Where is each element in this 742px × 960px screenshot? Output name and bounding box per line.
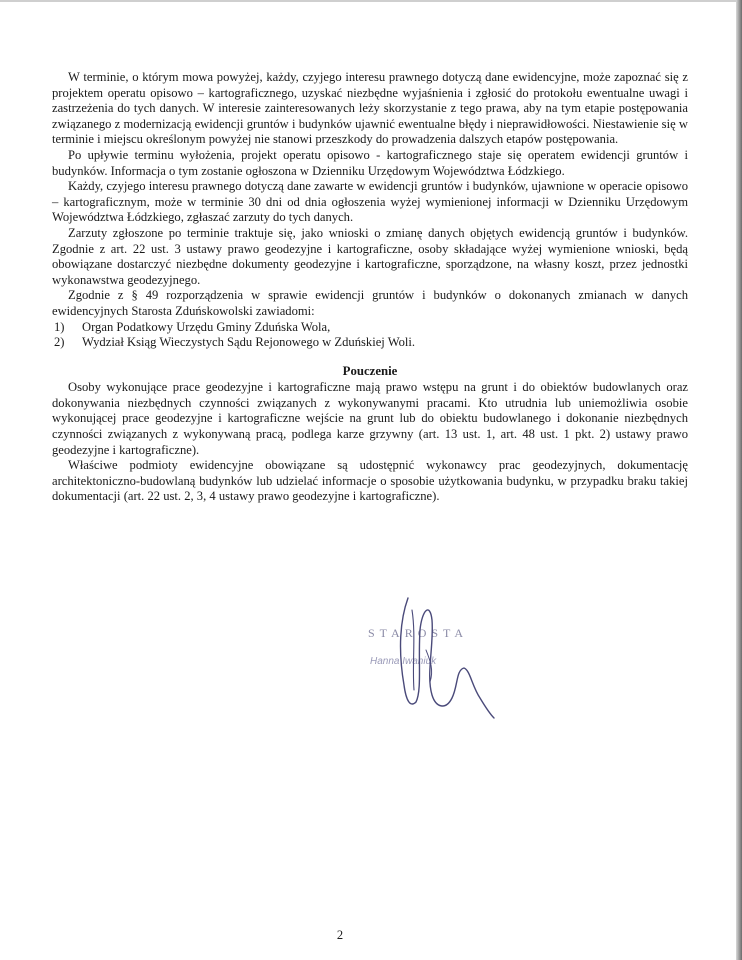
notified-bodies-list	[52, 320, 688, 351]
paragraph-notification: Zgodnie z § 49 rozporządzenia w sprawie ewidencji gruntów i budynków o dokonanych zmianach w danych ewidencyjnych Starosta Zduńskowolski zawiadomi:	[52, 288, 688, 318]
document-page	[52, 70, 688, 505]
list-item-text: Organ Podatkowy Urzędu Gminy Zduńska Wola,	[82, 319, 331, 334]
handwritten-signature	[360, 590, 510, 730]
list-item	[52, 320, 688, 336]
paragraph-objections: Każdy, czyjego interesu prawnego dotyczą dane zawarte w ewidencji gruntów i budynków, ujawnione w operacie opisowo – kartograficznym, może w terminie 30 dni od dnia ogłoszenia wyżej wymienionej informacji w Dzienniku Urzędowym Województwa Łódzkiego, zgłaszać zarzuty do tych danych.	[52, 179, 688, 225]
list-item-text: Wydział Ksiąg Wieczystych Sądu Rejonowego w Zduńskiej Woli.	[82, 335, 416, 350]
stamp-title: STAROSTA	[368, 626, 469, 640]
paragraph-documentation: Właściwe podmioty ewidencyjne obowiązane są udostępnić wykonawcy prac geodezyjnych, dokumentację architektoniczno-budowlaną budynków lub udzielać informacje o sposobie użytkowania budynku, w przypadku braku takiej dokumentacji (art. 22 ust. 2, 3, 4 ustawy prawo geodezyjne i kartograficzne).	[52, 458, 688, 504]
stamp-name: Hanna Iwaniuk	[370, 656, 437, 667]
paragraph-inspection: W terminie, o którym mowa powyżej, każdy, czyjego interesu prawnego dotyczą dane ewidencyjne, może zapoznać się z projektem operatu opisowo – kartograficznego, uzyskać niezbędne wyjaśnienia i zgłosić do protokołu ewentualne uwagi i zastrzeżenia do tych danych. W interesie zainteresowanych leży skorzystanie z tego prawa, aby na tym etapie postępowania związanego z modernizacją ewidencji gruntów i budynków ujawnić ewentualne błędy i nieprawidłowości. Niestawienie się w terminie i miejscu określonym powyżej nie stanowi przeszkody do prowadzenia dalszych etapów postępowania.	[52, 70, 688, 147]
scan-right-edge	[736, 0, 742, 960]
starosta-stamp	[360, 590, 510, 730]
list-item	[52, 335, 688, 351]
list-item-number: 2)	[54, 335, 65, 350]
instruction-heading: Pouczenie	[342, 363, 398, 378]
paragraph-site-access: Osoby wykonujące prace geodezyjne i kartograficzne mają prawo wstępu na grunt i do obiektów budowlanych oraz dokonywania niezbędnych czynności związanych z wykonywanymi pracami. Kto utrudnia lub uniemożliwia osobie wykonującej prace geodezyjne i kartograficzne wejście na grunt lub do obiektu budowlanego i dokonanie niezbędnych czynności związanych z wykonywaną pracą, podlega karze grzywny (art. 13 ust. 1, art. 48 ust. 1 pkt. 2) ustawy prawo geodezyjne i kartograficzne).	[52, 380, 688, 457]
paragraph-late-objections: Zarzuty zgłoszone po terminie traktuje się, jako wnioski o zmianę danych objętych ewidencją gruntów i budynków. Zgodnie z art. 22 ust. 3 ustawy prawo geodezyjne i kartograficzne, osoby składające wyżej wymienione wnioski, będą obowiązane dostarczyć niezbędne dokumenty geodezyjne i kartograficzne, sporządzone, na własny koszt, przez jednostki wykonawstwa geodezyjnego.	[52, 225, 688, 287]
paragraph-after-exposure: Po upływie terminu wyłożenia, projekt operatu opisowo - kartograficznego staje się operatem ewidencji gruntów i budynków. Informacja o tym zostanie ogłoszona w Dzienniku Urzędowym Województwa Łódzkiego.	[52, 147, 688, 178]
list-item-number: 1)	[54, 319, 65, 334]
page-number: 2	[336, 928, 344, 942]
scan-top-edge	[0, 0, 742, 2]
